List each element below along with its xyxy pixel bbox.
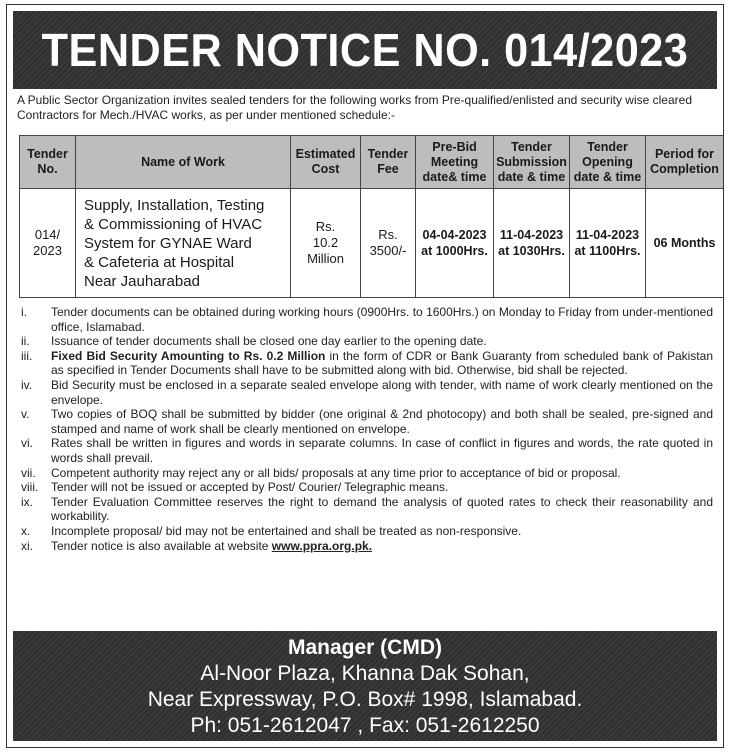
manager-title: Manager (CMD) bbox=[287, 636, 442, 659]
cell-estimated-cost: Rs. 10.2 Million bbox=[291, 189, 361, 298]
bid-security-lead: Fixed Bid Security Amounting to Rs. 0.2 Million bbox=[51, 348, 326, 363]
header-tender-fee: Tender Fee bbox=[361, 136, 416, 189]
list-item: iii. Fixed Bid Security Amounting to Rs. 0.2 Million in the form of CDR or Bank Guaranty from scheduled bank of Pakistan as specified in Tender Documents shall have to be submitted along with bid. Otherwise, bid shall be rejected. bbox=[21, 348, 713, 378]
list-item: viii. Tender will not be issued or accepted by Post/ Courier/ Telegraphic means. bbox=[21, 480, 449, 495]
cell-submission: 11-04-2023 at 1030Hrs. bbox=[494, 189, 570, 298]
header-name-of-work: Name of Work bbox=[76, 136, 291, 189]
header-estimated-cost: Estimated Cost bbox=[291, 136, 361, 189]
terms-list bbox=[17, 305, 713, 553]
contact-line: Ph: 051-2612047 , Fax: 051-2612250 bbox=[190, 714, 540, 737]
list-item: i. Tender documents can be obtained during working hours (0900Hrs. to 1600Hrs.) on Monday to Friday from under-mentioned office, Islamabad. bbox=[21, 305, 713, 334]
list-item: iv. Bid Security must be enclosed in a separate sealed envelope along with tender, with name of work clearly mentioned on the envelope. bbox=[21, 377, 713, 407]
schedule-table bbox=[19, 135, 724, 298]
tender-notice bbox=[6, 4, 724, 748]
cell-tender-fee: Rs. 3500/- bbox=[361, 189, 416, 298]
ppra-website-link[interactable]: www.ppra.org.pk. bbox=[271, 538, 373, 553]
cell-period: 06 Months bbox=[646, 189, 724, 298]
header-opening: Tender Opening date & time bbox=[570, 136, 646, 189]
list-item: xi. Tender notice is also available at website www.ppra.org.pk. bbox=[21, 538, 373, 553]
header-period: Period for Completion bbox=[646, 136, 724, 189]
footer-band bbox=[13, 631, 717, 741]
notice-title: TENDER NOTICE NO. 014/2023 bbox=[41, 24, 689, 76]
list-item: ix. Tender Evaluation Committee reserves the right to demand the analysis of quoted rates to check their reasonability and workability. bbox=[21, 494, 713, 524]
address-line-2: Near Expressway, P.O. Box# 1998, Islamabad. bbox=[147, 688, 583, 711]
list-item: vi. Rates shall be written in figures and words in separate columns. In case of conflict in figures and words, the rate quoted in words shall prevail. bbox=[21, 436, 713, 465]
intro-text: A Public Sector Organization invites sealed tenders for the following works from Pre-qualified/enlisted and security wise cleared Contractors for Mech./HVAC works, as per under mentioned schedule:- bbox=[17, 93, 692, 122]
list-item: vii. Competent authority may reject any or all bids/ proposals at any time prior to acceptance of bid or proposal. bbox=[21, 465, 621, 480]
title-band bbox=[13, 11, 717, 89]
list-item: v. Two copies of BOQ shall be submitted by bidder (one original & 2nd photocopy) and both shall be sealed, pre-signed and stamped and name of work shall be clearly mentioned on envelope. bbox=[21, 407, 713, 436]
table-header-row bbox=[20, 136, 724, 189]
address-line-1: Al-Noor Plaza, Khanna Dak Sohan, bbox=[200, 662, 530, 685]
header-tender-no: Tender No. bbox=[20, 136, 76, 189]
cell-opening: 11-04-2023 at 1100Hrs. bbox=[570, 189, 646, 298]
cell-tender-no: 014/ 2023 bbox=[20, 189, 76, 298]
cell-prebid: 04-04-2023 at 1000Hrs. bbox=[416, 189, 494, 298]
list-item: ii. Issuance of tender documents shall be closed one day earlier to the opening date. bbox=[21, 334, 487, 349]
table-row bbox=[20, 189, 724, 298]
header-prebid: Pre-Bid Meeting date& time bbox=[416, 136, 494, 189]
cell-name-of-work: Supply, Installation, Testing & Commissioning of HVAC System for GYNAE Ward & Cafeteria at Hospital Near Jauharabad bbox=[76, 189, 291, 298]
header-submission: Tender Submission date & time bbox=[494, 136, 570, 189]
list-item: x. Incomplete proposal/ bid may not be entertained and shall be treated as non-responsive. bbox=[21, 523, 522, 538]
